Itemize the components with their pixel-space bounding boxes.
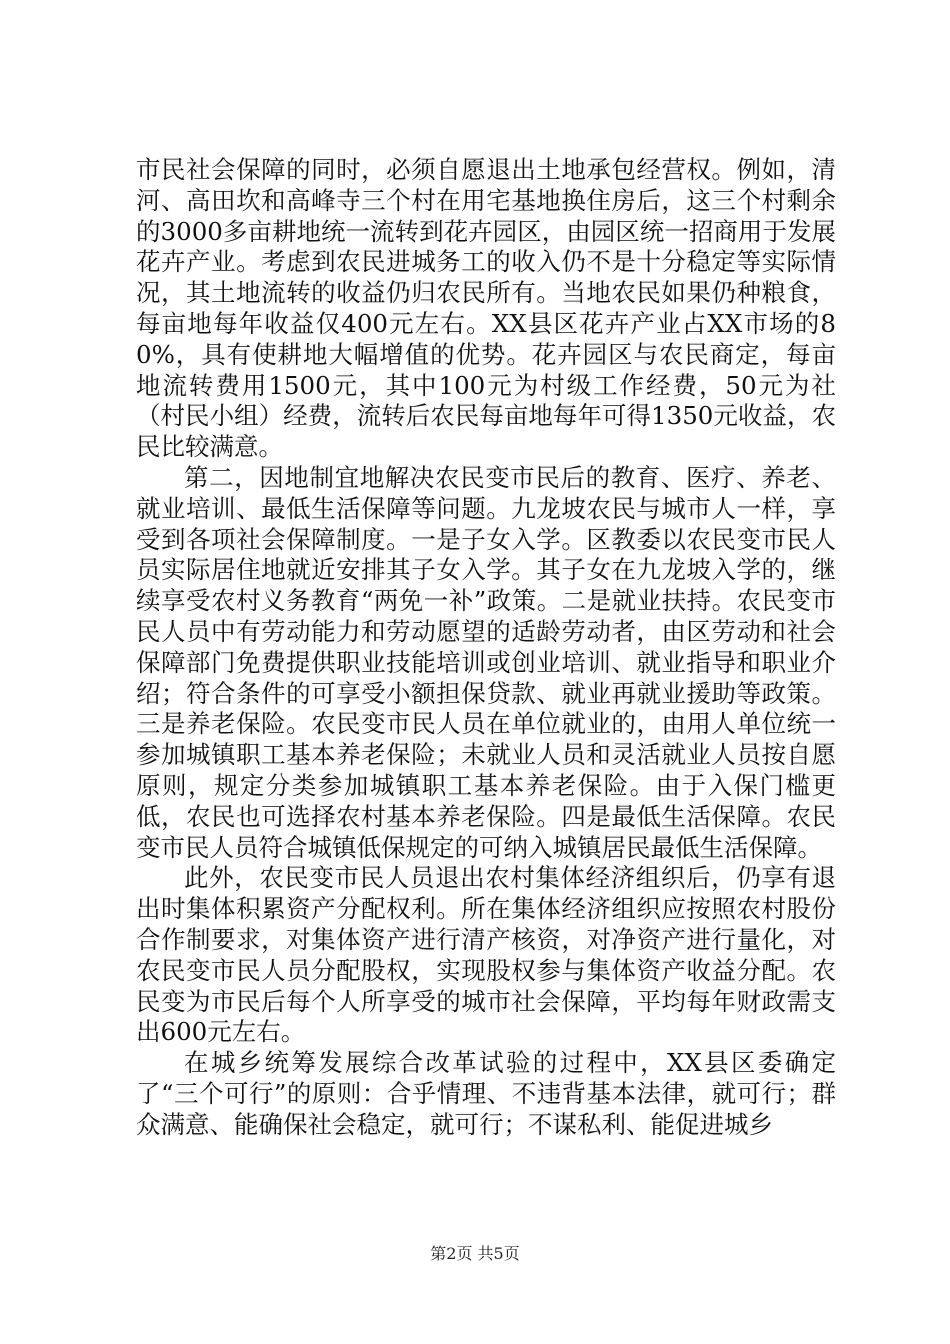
- paragraph-3: 此外，农民变市民人员退出农村集体经济组织后，仍享有退出时集体积累资产分配权利。所在集体经济组织应按照农村股份合作制要求，对集体资产进行清产核资，对净资产进行量化，对农民变市民人员分配股权，实现股权参与集体资产收益分配。农民变为市民后每个人所享受的城市社会保障，平均每年财政需支出600元左右。: [136, 863, 836, 1047]
- document-body: [136, 155, 836, 1141]
- paragraph-1: 市民社会保障的同时，必须自愿退出土地承包经营权。例如，清河、高田坎和高峰寺三个村在用宅基地换住房后，这三个村剩余的3000多亩耕地统一流转到花卉园区，由园区统一招商用于发展花卉产业。考虑到农民进城务工的收入仍不是十分稳定等实际情况，其土地流转的收益仍归农民所有。当地农民如果仍种粮食，每亩地每年收益仅400元左右。XX县区花卉产业占XX市场的80%，具有使耕地大幅增值的优势。花卉园区与农民商定，每亩地流转费用1500元，其中100元为村级工作经费，50元为社（村民小组）经费，流转后农民每亩地每年可得1350元收益，农民比较满意。: [136, 155, 836, 462]
- paragraph-4: 在城乡统筹发展综合改革试验的过程中，XX县区委确定了“三个可行”的原则：合乎情理、不违背基本法律，就可行；群众满意、能确保社会稳定，就可行；不谋私利、能促进城乡: [136, 1048, 836, 1139]
- paragraph-2: 第二，因地制宜地解决农民变市民后的教育、医疗、养老、就业培训、最低生活保障等问题。九龙坡农民与城市人一样，享受到各项社会保障制度。一是子女入学。区教委以农民变市民人员实际居住地就近安排其子女入学。其子女在九龙坡入学的，继续享受农村义务教育“两免一补”政策。二是就业扶持。农民变市民人员中有劳动能力和劳动愿望的适龄劳动者，由区劳动和社会保障部门免费提供职业技能培训或创业培训、就业指导和职业介绍；符合条件的可享受小额担保贷款、就业再就业援助等政策。三是养老保险。农民变市民人员在单位就业的，由用人单位统一参加城镇职工基本养老保险；未就业人员和灵活就业人员按自愿原则，规定分类参加城镇职工基本养老保险。由于入保门槛更低，农民也可选择农村基本养老保险。四是最低生活保障。农民变市民人员符合城镇低保规定的可纳入城镇居民最低生活保障。: [136, 462, 836, 862]
- page-number-footer: 第2页 共5页: [430, 1244, 520, 1263]
